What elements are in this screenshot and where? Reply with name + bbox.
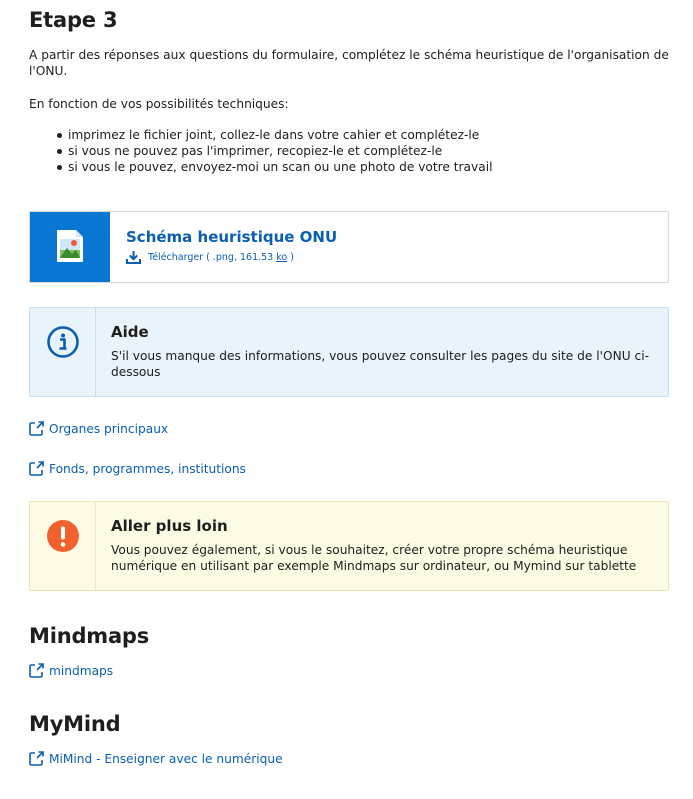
link-fonds-programmes[interactable]: [29, 461, 246, 476]
list-item: si vous ne pouvez pas l'imprimer, recopiez-le et complétez-le: [68, 143, 492, 159]
file-title-link[interactable]: Schéma heuristique ONU: [126, 228, 338, 246]
mymind-heading: MyMind: [29, 712, 121, 736]
further-callout-body: Vous pouvez également, si vous le souhaitez, créer votre propre schéma heuristique numérique en utilisant par exemple Mindmaps sur ordinateur, ou Mymind sur tablette: [111, 543, 637, 573]
help-callout-body: S'il vous manque des informations, vous pouvez consulter les pages du site de l'ONU ci-dessous: [111, 349, 649, 379]
further-callout-icon-area: [30, 502, 96, 590]
external-link-icon: [29, 421, 44, 436]
help-callout: [29, 307, 669, 397]
help-callout-icon-area: [30, 308, 96, 396]
download-icon: [126, 250, 141, 264]
step-intro: A partir des réponses aux questions du formulaire, complétez le schéma heuristique de l'organisation de l'ONU.: [29, 48, 669, 78]
download-label: Télécharger ( .png, 161.53: [148, 251, 277, 263]
info-icon: [46, 325, 80, 359]
link-organes-principaux[interactable]: [29, 421, 168, 436]
external-link-icon: [29, 663, 44, 678]
link-label: MiMind - Enseigner avec le numérique: [49, 751, 283, 766]
step-intro-options: En fonction de vos possibilités techniques:: [29, 97, 289, 111]
step-instructions-list: [29, 127, 492, 175]
link-mindmaps[interactable]: [29, 663, 113, 678]
help-callout-title: Aide: [111, 323, 149, 341]
further-callout-title: Aller plus loin: [111, 517, 228, 535]
step-heading: Etape 3: [29, 8, 118, 32]
file-size-unit: ko: [276, 251, 288, 263]
file-attachment-card[interactable]: [29, 211, 669, 283]
image-file-icon: [56, 229, 84, 263]
download-label-end: ): [287, 251, 294, 263]
external-link-icon: [29, 461, 44, 476]
link-label: Organes principaux: [49, 421, 169, 436]
list-item: si vous le pouvez, envoyez-moi un scan ou une photo de votre travail: [68, 160, 493, 174]
mindmaps-heading: Mindmaps: [29, 624, 150, 648]
file-thumbnail: [30, 212, 110, 282]
exclamation-icon: [46, 519, 80, 553]
link-label: mindmaps: [49, 663, 114, 678]
external-link-icon: [29, 751, 44, 766]
list-item: imprimez le fichier joint, collez-le dans votre cahier et complétez-le: [68, 127, 492, 143]
further-callout: [29, 501, 669, 591]
link-mimind[interactable]: [29, 751, 283, 766]
download-link[interactable]: [126, 250, 294, 264]
link-label: Fonds, programmes, institutions: [49, 461, 246, 476]
